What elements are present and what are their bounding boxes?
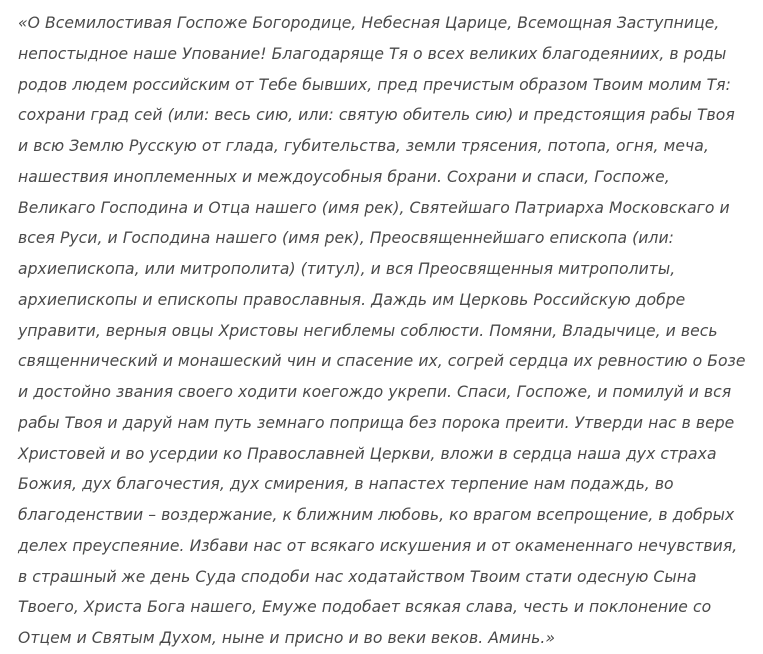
prayer-line: Отцем и Святым Духом, ныне и присно и во веки веков. Аминь.» [18, 629, 556, 647]
prayer-line: Твоего, Христа Бога нашего, Емуже подобает всякая слава, честь и поклонение со [18, 598, 712, 617]
prayer-line: делех преуспеяние. Избави нас от всякаго искушения и от окамененнаго нечувствия, [18, 536, 738, 555]
prayer-line: и достойно звания своего ходити коегождо укрепи. Спаси, Госпоже, и помилуй и вся [18, 383, 732, 401]
prayer-line: Христовей и во усердии ко Православней Церкви, вложи в сердца наша дух страха [18, 444, 717, 463]
prayer-text [18, 8, 758, 654]
prayer-line: Великаго Господина и Отца нашего (имя рек), Святейшаго Патриарха Московскаго и [18, 198, 730, 217]
prayer-line: всея Руси, и Господина нашего (имя рек), Преосвященнейшаго епископа (или: [18, 229, 674, 248]
prayer-line: родов людем российским от Тебе бывших, пред пречистым образом Твоим молим Тя: [18, 75, 731, 94]
prayer-line: и всю Землю Русскую от глада, губительства, земли трясения, потопа, огня, меча, [18, 137, 709, 155]
prayer-line: нашествия иноплеменных и междоусобныя брани. Сохрани и спаси, Госпоже, [18, 167, 670, 186]
prayer-line: архиепископы и епископы православныя. Даждь им Церковь Российскую добре [18, 290, 686, 309]
prayer-line: Божия, дух благочестия, дух смирения, в напастех терпение нам подаждь, во [18, 475, 674, 494]
prayer-line: «О Всемилостивая Госпоже Богородице, Небесная Царице, Всемощная Заступнице, [18, 14, 720, 32]
prayer-line: рабы Твоя и даруй нам путь земнаго поприща без порока преити. Утверди нас в вере [18, 413, 735, 432]
prayer-line: в страшный же день Суда сподоби нас ходатайством Твоим стати одесную Сына [18, 567, 697, 586]
prayer-line: управити, верныя овцы Христовы негиблемы соблюсти. Помяни, Владычице, и весь [18, 321, 718, 340]
prayer-line: сохрани град сей (или: весь сию, или: святую обитель сию) и предстоящия рабы Твоя [18, 106, 735, 125]
prayer-line: непостыдное наше Упование! Благодаряще Тя о всех великих благодеяниих, в роды [18, 44, 727, 63]
prayer-line: благоденствии – воздержание, к ближним любовь, ко врагом всепрощение, в добрых [18, 506, 735, 524]
prayer-line: священнический и монашеский чин и спасение их, согрей сердца их ревностию о Бозе [18, 352, 746, 371]
prayer-line: архиепископа, или митрополита) (титул), и вся Преосвященныя митрополиты, [18, 260, 676, 278]
